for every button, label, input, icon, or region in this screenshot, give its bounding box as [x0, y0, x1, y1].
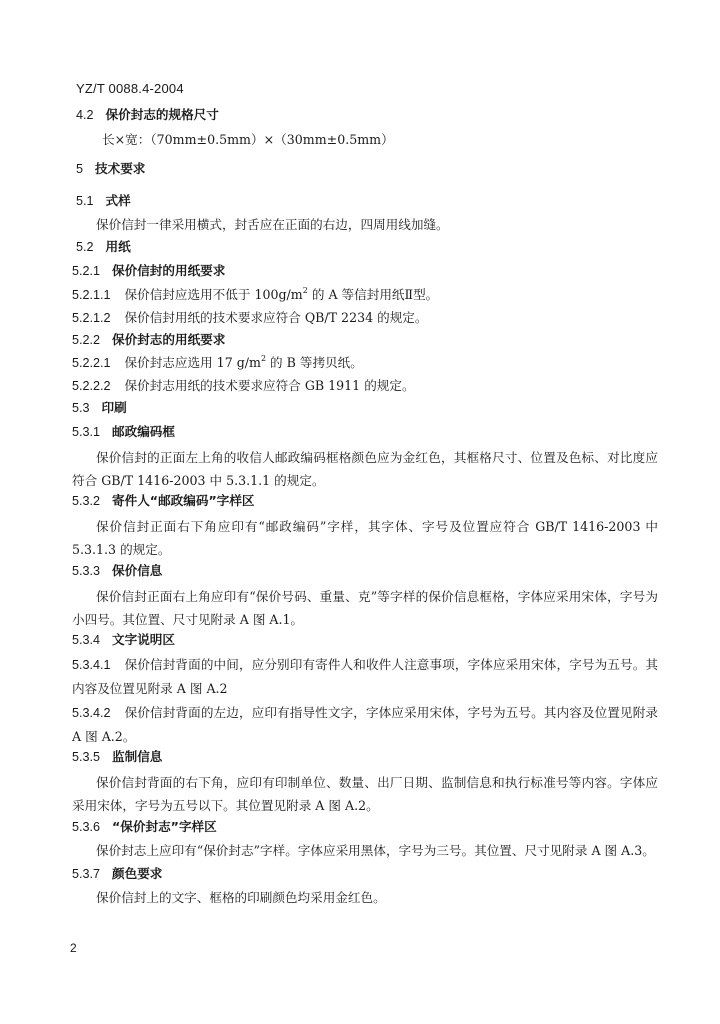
body-5-3-6: 保价封志上应印有“保价封志”字样。字体应采用黑体，字号为三号。其位置、尺寸见附录 A 图 A.3。	[96, 843, 655, 858]
clause-5-2-2-1: 5.2.2.1 保价封志应选用 17 $g/m^2$ 的 B 等拷贝纸。	[72, 354, 363, 370]
heading-5-3: 5.3 印刷	[72, 400, 127, 415]
clause-5-2-1-2: 5.2.1.2 保价信封用纸的技术要求应符合 QB/T 2234 的规定。	[72, 310, 428, 325]
heading-5-3-1: 5.3.1 邮政编码框	[72, 424, 175, 439]
heading-5-2-2: 5.2.2 保价封志的用纸要求	[72, 332, 226, 347]
body-5-1: 保价信封一律采用横式，封舌应在正面的右边，四周用线加缝。	[96, 217, 449, 232]
body-5-3-3: 保价信封正面右上角应印有“保价号码、重量、克”等字样的保价信息框格，字体应采用宋体，字号为小四号。其位置、尺寸见附录 A 图 A.1。	[72, 589, 658, 627]
heading-5-3-7: 5.3.7 颜色要求	[72, 866, 163, 881]
clause-5-3-4-2: 5.3.4.2 保价信封背面的左边，应印有指导性文字，字体应采用宋体，字号为五号。其内容及位置见附录 A 图 A.2。	[72, 705, 658, 744]
heading-5-2-1: 5.2.1 保价信封的用纸要求	[72, 263, 226, 278]
heading-5: 5 技术要求	[76, 161, 146, 176]
body-5-3-5: 保价信封背面的右下角，应印有印制单位、数量、出厂日期、监制信息和执行标准号等内容。字体应采用宋体，字号为五号以下。其位置见附录 A 图 A.2。	[72, 775, 658, 813]
heading-4-2: 4.2 保价封志的规格尺寸	[76, 107, 219, 122]
heading-5-3-2: 5.3.2 寄件人“邮政编码”字样区	[72, 493, 255, 508]
heading-5-3-6: 5.3.6 “保价封志”字样区	[72, 819, 217, 834]
body-4-2: 长×宽：（70mm±0.5mm）×（30mm±0.5mm）	[102, 132, 394, 147]
heading-5-1: 5.1 式样	[76, 193, 131, 208]
heading-5-3-4: 5.3.4 文字说明区	[72, 632, 175, 647]
clause-5-3-4-1: 5.3.4.1 保价信封背面的中间，应分别印有寄件人和收件人注意事项，字体应采用宋体，字号为五号。其内容及位置见附录 A 图 A.2	[72, 657, 658, 696]
page-number: 2	[70, 941, 77, 955]
heading-5-3-5: 5.3.5 监制信息	[72, 749, 163, 764]
clause-5-2-1-1: 5.2.1.1 保价信封应选用不低于 $100g/m^2$ 的 A 等信封用纸Ⅱ型。	[72, 286, 439, 302]
clause-5-2-2-2: 5.2.2.2 保价封志用纸的技术要求应符合 GB 1911 的规定。	[72, 378, 415, 393]
standard-code-header: YZ/T 0088.4-2004	[76, 81, 184, 96]
body-5-3-1: 保价信封的正面左上角的收信人邮政编码框格颜色应为金红色，其框格尺寸、位置及色标、对比度应符合 GB/T 1416-2003 中 5.3.1.1 的规定。	[72, 450, 658, 488]
heading-5-2: 5.2 用纸	[76, 239, 131, 254]
body-5-3-2: 保价信封正面右下角应印有“邮政编码”字样，其字体、字号及位置应符合 GB/T 1416-2003 中 5.3.1.3 的规定。	[72, 519, 658, 557]
heading-5-3-3: 5.3.3 保价信息	[72, 563, 163, 578]
body-5-3-7: 保价信封上的文字、框格的印刷颜色均采用金红色。	[96, 890, 386, 905]
